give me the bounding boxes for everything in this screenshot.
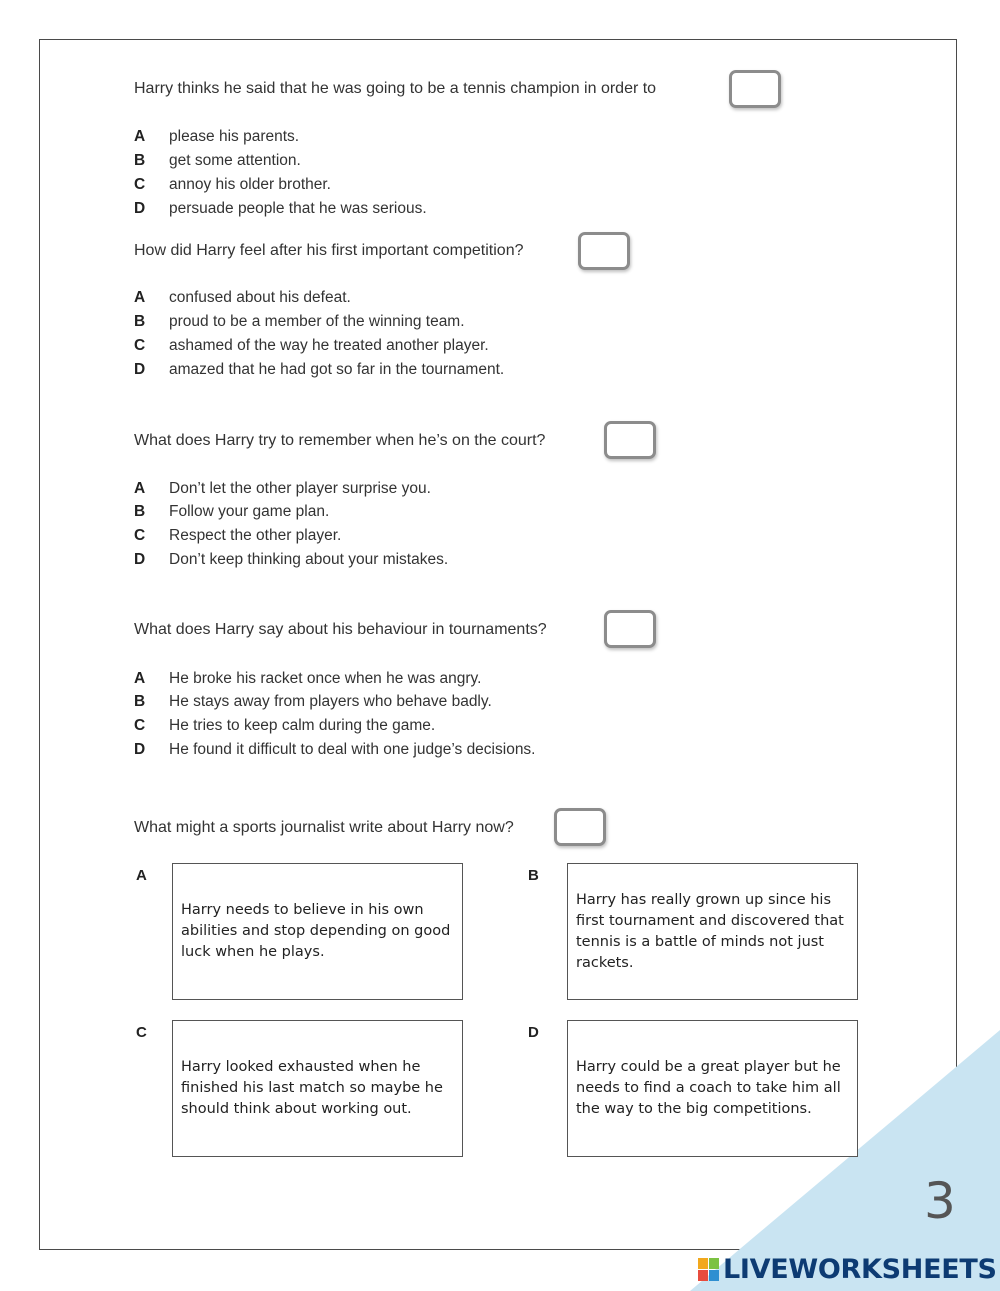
answer-box-5[interactable] <box>554 808 606 846</box>
question-5-text: What might a sports journalist write about Harry now? <box>134 819 514 836</box>
liveworksheets-logo[interactable] <box>698 1256 997 1284</box>
question-1-option-a: A please his parents. <box>134 128 300 145</box>
question-4-text: What does Harry say about his behaviour in tournaments? <box>134 621 547 638</box>
card-d: Harry could be a great player but he needs to find a coach to take him all the way to the big competitions. <box>567 1020 858 1157</box>
card-b: Harry has really grown up since his first tournament and discovered that tennis is a battle of minds not just rackets. <box>567 863 858 1000</box>
question-4-option-b: B He stays away from players who behave badly. <box>134 693 492 710</box>
question-3-text: What does Harry try to remember when he’s on the court? <box>134 432 546 449</box>
answer-box-4[interactable] <box>604 610 656 648</box>
card-c: Harry looked exhausted when he finished his last match so maybe he should think about working out. <box>172 1020 463 1157</box>
question-3-option-c: C Respect the other player. <box>134 527 342 544</box>
question-1-text: Harry thinks he said that he was going to be a tennis champion in order to <box>134 80 657 97</box>
question-1-option-c: C annoy his older brother. <box>134 176 331 193</box>
card-a: Harry needs to believe in his own abilities and stop depending on good luck when he plays. <box>172 863 463 1000</box>
answer-box-2[interactable] <box>578 232 630 270</box>
question-3-option-b: B Follow your game plan. <box>134 503 330 520</box>
question-3-option-d: D Don’t keep thinking about your mistakes. <box>134 551 449 568</box>
question-1-option-d: D persuade people that he was serious. <box>134 200 427 217</box>
question-2-text: How did Harry feel after his first important competition? <box>134 242 524 259</box>
card-d-letter: D <box>528 1024 539 1041</box>
answer-box-1[interactable] <box>729 70 781 108</box>
page-number: 3 <box>924 1172 956 1230</box>
card-c-letter: C <box>136 1024 147 1041</box>
card-b-letter: B <box>528 867 539 884</box>
question-4-option-a: A He broke his racket once when he was angry. <box>134 670 482 687</box>
question-4-option-c: C He tries to keep calm during the game. <box>134 717 436 734</box>
answer-box-3[interactable] <box>604 421 656 459</box>
question-2-option-a: A confused about his defeat. <box>134 289 351 306</box>
question-2-option-b: B proud to be a member of the winning team. <box>134 313 465 330</box>
question-1-option-b: B get some attention. <box>134 152 301 169</box>
question-4-option-d: D He found it difficult to deal with one judge’s decisions. <box>134 741 536 758</box>
question-3-option-a: A Don’t let the other player surprise you. <box>134 480 431 497</box>
question-2-option-c: C ashamed of the way he treated another player. <box>134 337 489 354</box>
liveworksheets-logo-icon <box>698 1258 720 1282</box>
question-2-option-d: D amazed that he had got so far in the tournament. <box>134 361 505 378</box>
liveworksheets-logo-text: LIVEWORKSHEETS <box>723 1254 997 1285</box>
card-a-letter: A <box>136 867 147 884</box>
